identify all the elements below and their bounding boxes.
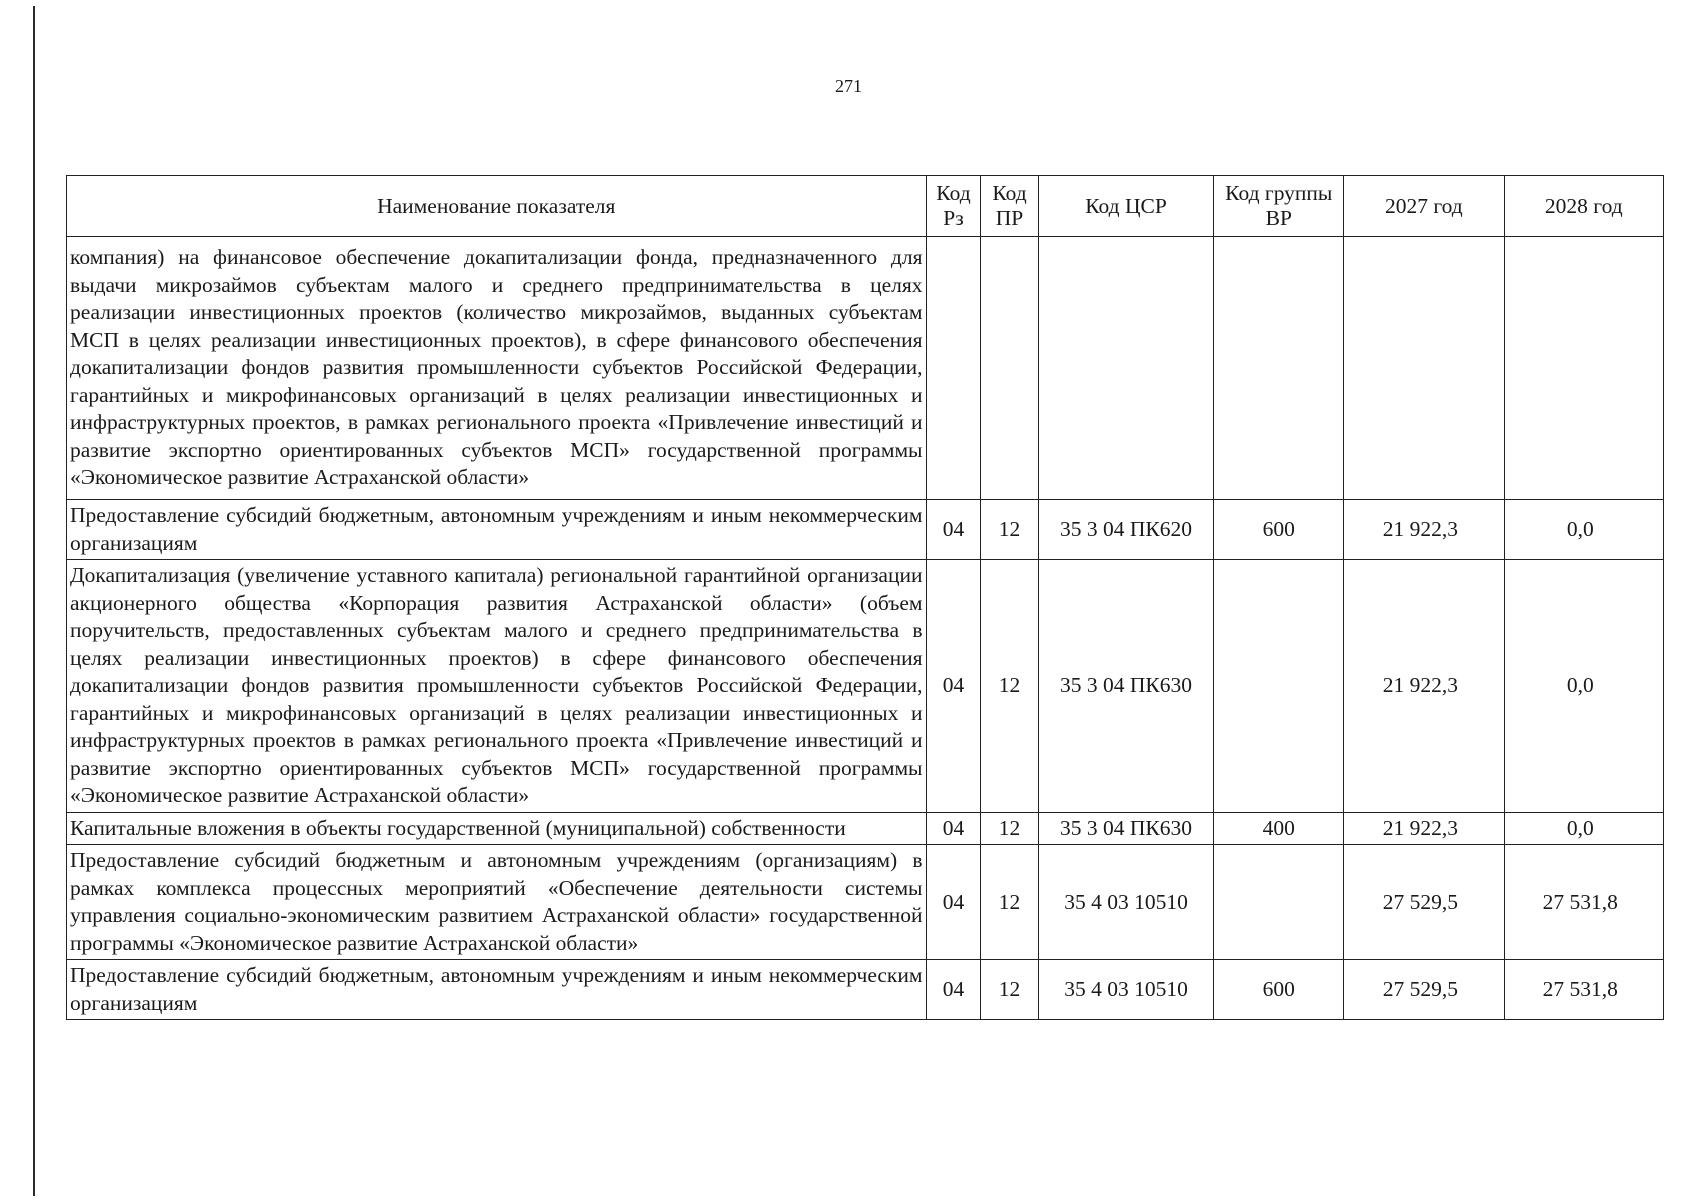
row-vr: 400 <box>1214 812 1344 845</box>
row-2027: 27 529,5 <box>1344 845 1504 960</box>
row-rz: 04 <box>926 560 981 813</box>
table-header-row <box>67 176 1664 237</box>
row-vr: 600 <box>1214 960 1344 1020</box>
row-rz: 04 <box>926 960 981 1020</box>
row-vr <box>1214 560 1344 813</box>
row-pr: 12 <box>981 560 1038 813</box>
row-rz: 04 <box>926 500 981 560</box>
row-csr: 35 4 03 10510 <box>1038 845 1214 960</box>
row-pr <box>981 237 1038 500</box>
row-vr: 600 <box>1214 500 1344 560</box>
row-rz <box>926 237 981 500</box>
row-name: Предоставление субсидий бюджетным, автономным учреждениям и иным некоммерческим организациям <box>67 500 927 560</box>
row-csr: 35 3 04 ПК630 <box>1038 812 1214 845</box>
row-name: Предоставление субсидий бюджетным, автономным учреждениям и иным некоммерческим организациям <box>67 960 927 1020</box>
row-pr: 12 <box>981 960 1038 1020</box>
table-row <box>67 960 1664 1020</box>
row-2027: 21 922,3 <box>1344 560 1504 813</box>
row-2027: 27 529,5 <box>1344 960 1504 1020</box>
row-name: Предоставление субсидий бюджетным и автономным учреждениям (организациям) в рамках комплекса процессных мероприятий «Обеспечение деятельности системы управления социально-экономическим развитием Астраханской области» государственной программы «Экономическое развитие Астраханской области» <box>67 845 927 960</box>
table-row <box>67 560 1664 813</box>
row-2028: 0,0 <box>1504 812 1663 845</box>
row-pr: 12 <box>981 845 1038 960</box>
row-name: Капитальные вложения в объекты государственной (муниципальной) собственности <box>67 812 927 845</box>
row-2027 <box>1344 237 1504 500</box>
row-2028: 0,0 <box>1504 500 1663 560</box>
header-2027: 2027 год <box>1344 176 1504 237</box>
table-row <box>67 845 1664 960</box>
table-row <box>67 500 1664 560</box>
row-2028: 27 531,8 <box>1504 845 1663 960</box>
row-pr: 12 <box>981 812 1038 845</box>
header-pr: Код ПР <box>981 176 1038 237</box>
row-vr <box>1214 845 1344 960</box>
row-2028: 0,0 <box>1504 560 1663 813</box>
header-2028: 2028 год <box>1504 176 1663 237</box>
row-csr <box>1038 237 1214 500</box>
row-vr <box>1214 237 1344 500</box>
header-vr: Код группы ВР <box>1214 176 1344 237</box>
page-number: 271 <box>835 76 862 96</box>
row-pr: 12 <box>981 500 1038 560</box>
row-csr: 35 4 03 10510 <box>1038 960 1214 1020</box>
row-csr: 35 3 04 ПК620 <box>1038 500 1214 560</box>
row-rz: 04 <box>926 845 981 960</box>
row-name: компания) на финансовое обеспечение докапитализации фонда, предназначенного для выдачи микрозаймов субъектам малого и среднего предпринимательства в целях реализации инвестиционных проектов (количество микрозаймов, выданных субъектам МСП в целях реализации инвестиционных проектов), в сфере финансового обеспечения докапитализации фондов развития промышленности субъектов Российской Федерации, гарантийных и микрофинансовых организаций в целях реализации инвестиционных и инфраструктурных проектов, в рамках регионального проекта «Привлечение инвестиций и развитие экспортно ориентированных субъектов МСП» государственной программы «Экономическое развитие Астраханской области» <box>67 237 927 500</box>
header-name: Наименование показателя <box>67 176 927 237</box>
header-rz: Код Рз <box>926 176 981 237</box>
budget-table <box>66 175 1664 1020</box>
table-row <box>67 812 1664 845</box>
row-csr: 35 3 04 ПК630 <box>1038 560 1214 813</box>
header-csr: Код ЦСР <box>1038 176 1214 237</box>
row-name: Докапитализация (увеличение уставного капитала) региональной гарантийной организации акционерного общества «Корпорация развития Астраханской области» (объем поручительств, предоставленных субъектам малого и среднего предпринимательства в целях реализации инвестиционных проектов) в сфере финансового обеспечения докапитализации фондов развития промышленности субъектов Российской Федерации, гарантийных и микрофинансовых организаций в целях реализации инвестиционных и инфраструктурных проектов в рамках регионального проекта «Привлечение инвестиций и развитие экспортно ориентированных субъектов МСП» государственной программы «Экономическое развитие Астраханской области» <box>67 560 927 813</box>
row-2028 <box>1504 237 1663 500</box>
row-2028: 27 531,8 <box>1504 960 1663 1020</box>
table-row <box>67 237 1664 500</box>
row-rz: 04 <box>926 812 981 845</box>
binding-edge-line <box>33 6 35 1196</box>
row-2027: 21 922,3 <box>1344 500 1504 560</box>
row-2027: 21 922,3 <box>1344 812 1504 845</box>
